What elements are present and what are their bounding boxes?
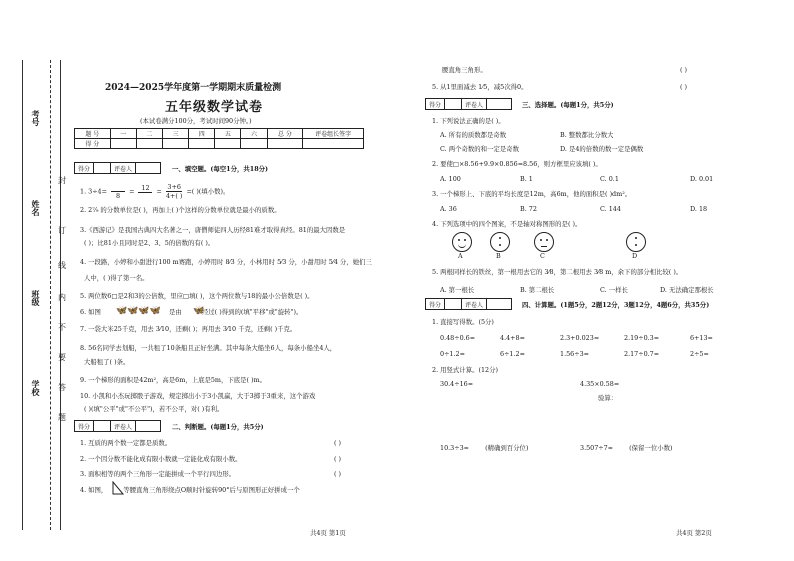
- section3-heading: 三、选择题。(每题1分，共5分): [522, 101, 614, 109]
- s1-q7: 7. 一袋大米25千克，用去 3⁄10，还剩( )；再用去 3⁄10 千克，还剩( )千克。: [80, 325, 297, 333]
- s2-q2-answer[interactable]: ( ): [334, 455, 342, 463]
- s3-q2-opt-b[interactable]: B. 1: [520, 175, 533, 183]
- s3-q5-opt-a[interactable]: A. 第一根长: [440, 286, 475, 294]
- s2-q2: 2. 一个因分数不能化成有限小数就一定能化成有限小数。: [80, 455, 242, 463]
- s4-calc-cell[interactable]: 2.19÷0.3=: [624, 334, 660, 342]
- scorebox-grader-label: 评卷人: [111, 163, 136, 174]
- section4-scorebox: [425, 298, 512, 310]
- s4-calc4-note: (保留一位小数): [629, 444, 673, 452]
- binding-dash-line: [50, 60, 51, 530]
- scorebox-grader-label: 评卷人: [462, 99, 487, 110]
- exam-title: 2024—2025学年度第一学期期末质量检测: [105, 83, 282, 93]
- section1-scorebox: [74, 162, 161, 174]
- scorebox-entry[interactable]: [487, 299, 512, 310]
- s1-q8-a: 8. 56名同学去划船，一共租了10条船且正好坐满。其中每条大船坐6人，每条小船坐4人，: [80, 344, 337, 352]
- score-table-cell: 三: [163, 129, 189, 139]
- score-entry-cell[interactable]: [215, 139, 241, 149]
- s3-q1-opt-a[interactable]: A. 所有的质数都是奇数: [440, 131, 507, 139]
- binding-label-class: 班级: [31, 290, 40, 306]
- score-table: [74, 128, 364, 149]
- score-entry-cell[interactable]: [189, 139, 215, 149]
- s3-q5-opt-c[interactable]: C. 一样长: [600, 286, 628, 294]
- section4-heading: 四、计算题。(1题5分，2题12分，3题12分，4题6分，共35分): [522, 301, 710, 309]
- score-entry-cell[interactable]: [241, 139, 267, 149]
- s1-q6: [80, 308, 302, 316]
- s1-q1-eq: =: [156, 187, 162, 196]
- s4-vertical-calc-1[interactable]: 30.4÷16=: [440, 380, 474, 388]
- face-d-icon: [626, 232, 646, 252]
- scorebox-entry[interactable]: [487, 99, 512, 110]
- s1-q1-tail: =( )(填小数)。: [186, 187, 230, 196]
- s4-calc-cell[interactable]: 2.3+0.023=: [560, 334, 600, 342]
- butterfly-icon: 🦋: [193, 306, 205, 316]
- s1-q4-b: 人中，( )得了第一名。: [84, 274, 149, 282]
- s4-q2: 2. 用竖式计算。(12分): [432, 366, 498, 374]
- s4-calc4-expr: 3.507÷7≈: [580, 444, 614, 452]
- score-table-cell: 总 分: [267, 129, 303, 139]
- s3-q1-opt-d[interactable]: D. 是4的倍数的数一定是偶数: [560, 145, 644, 153]
- s1-q9: 9. 一个梯形的面积是42m²，高是6m，上底是5m，下底是( )m。: [80, 376, 267, 384]
- s4-vertical-calc-2[interactable]: 4.35×0.58=: [580, 380, 620, 388]
- binding-word: 订: [58, 226, 66, 235]
- s1-q1-frac3: $\frac{3+6}{4+( )}$: [165, 183, 183, 200]
- scorebox-entry[interactable]: [445, 99, 462, 110]
- s4-calc-cell[interactable]: 4.4+8=: [500, 334, 525, 342]
- binding-label-school: 学校: [31, 380, 40, 396]
- s3-q5-opt-d[interactable]: D. 无法确定那根长: [660, 286, 714, 294]
- score-table-cell: 题 号: [75, 129, 111, 139]
- score-entry-cell[interactable]: [163, 139, 189, 149]
- section2-scorebox: [74, 420, 161, 432]
- score-table-cell: 六: [241, 129, 267, 139]
- s1-q1-eq: =: [129, 187, 135, 196]
- s4-calc3-note: (精确到百分位): [485, 444, 529, 452]
- s3-q3: 3. 一个梯形上、下底的平均长度是12m，高6m，他的面积是( )dm²。: [432, 190, 632, 198]
- s3-q1-opt-c[interactable]: C. 两个奇数的和一定是奇数: [440, 145, 520, 153]
- binding-line-outer: [22, 60, 23, 530]
- footer-left: 共4页 第1页: [310, 529, 346, 537]
- binding-word: 不: [58, 323, 66, 332]
- score-table-cell: 二: [136, 129, 162, 139]
- scorebox-score-label: 得分: [426, 299, 445, 310]
- s1-q6-text-b: 是由: [169, 308, 182, 316]
- s1-q10-a: 10. 小凯和小杰玩掷骰子游戏，规定掷出小于3小凯赢，大于3掷于3重来，这个游戏: [80, 392, 316, 400]
- s1-q1-frac1: 8: [111, 184, 125, 200]
- scorebox-grader-label: 评卷人: [111, 421, 136, 432]
- s2-q3: 3. 面积相等的两个三角形一定能拼成一个平行四边形。: [80, 470, 236, 478]
- binding-word: 封: [58, 176, 66, 185]
- s1-q5: 5. 两位数6□是2和3的公倍数，里应□填( )，这个两位数与18的最小公倍数是( )。: [80, 292, 314, 300]
- s4-calc3-expr: 10.3÷3≈: [440, 444, 470, 452]
- s1-q6-text-a: 6. 如图: [80, 308, 101, 316]
- triangle-figure-icon: [112, 481, 124, 495]
- score-entry-cell[interactable]: [303, 139, 364, 149]
- footer-right: 共4页 第2页: [676, 529, 712, 537]
- butterfly-pattern-icon: 🦋🦋🦋🦋: [116, 306, 161, 316]
- binding-margin: [0, 0, 72, 561]
- section3-scorebox: [425, 98, 512, 110]
- s4-calc-cell[interactable]: 6÷1.2=: [500, 350, 525, 358]
- binding-label-name: 姓名: [31, 200, 40, 216]
- face-label-c[interactable]: C: [540, 252, 545, 260]
- score-entry-cell[interactable]: [110, 139, 136, 149]
- binding-word: 要: [58, 353, 66, 362]
- face-label-d[interactable]: D: [632, 252, 638, 260]
- s3-q5-opt-b[interactable]: B. 第二根长: [520, 286, 555, 294]
- s3-q2-opt-c[interactable]: C. 0.1: [600, 175, 619, 183]
- score-table-header-row: [75, 129, 364, 139]
- s2-q5-answer[interactable]: ( ): [680, 83, 688, 91]
- s1-q2: 2. 2⁷⁄₉ 的分数单位是( )，再加上( )个这样的分数单位就是最小的质数。: [80, 206, 281, 214]
- score-table-cell: 一: [110, 129, 136, 139]
- s4-calc-cell[interactable]: 6+13=: [690, 334, 713, 342]
- s2-q4-answer[interactable]: ( ): [680, 66, 688, 74]
- s3-q1-opt-b[interactable]: B. 整数都比分数大: [560, 131, 614, 139]
- s4-calc-cell[interactable]: 2÷5=: [690, 350, 709, 358]
- section2-heading: 二、判断题。(每题1分，共5分): [172, 423, 264, 431]
- binding-word: 线: [58, 261, 66, 270]
- s2-q5: 5. 从1里面减去 1⁄5，减5次得0。: [432, 83, 528, 91]
- s1-q1-frac2: 12: [138, 184, 152, 200]
- s3-q1: 1. 下列说法正确的是( )。: [432, 117, 505, 125]
- s2-q3-answer[interactable]: ( ): [334, 470, 342, 478]
- s3-q2-opt-a[interactable]: A. 100: [440, 175, 461, 183]
- section1-heading: 一、填空题。(每空1分，共18分): [172, 165, 269, 173]
- s1-q3-b: ( )；比81小且同时是2、3、5的倍数的有( )。: [84, 239, 215, 247]
- s2-q4-text-a: 4. 如图，: [80, 486, 108, 494]
- s3-q4: 4. 下列选项中的四个图案，不是轴对称图形的是( )。: [432, 220, 582, 228]
- exam-note: (本试卷满分100分，考试时间90分钟。): [140, 117, 252, 125]
- s1-q10-b: ( )(填"公平"或"不公平")，若不公平，对( )有利。: [84, 405, 224, 413]
- s3-q2-opt-d[interactable]: D. 0.01: [690, 175, 714, 183]
- score-entry-cell[interactable]: [267, 139, 303, 149]
- scorebox-entry[interactable]: [94, 421, 111, 432]
- s1-q6-text-c: 经过( )得到的(填"平移"或"旋转")。: [201, 308, 303, 316]
- exam-subject: 五年级数学试卷: [165, 100, 264, 115]
- face-label-b[interactable]: B: [496, 252, 501, 260]
- score-table-score-row: [75, 139, 364, 149]
- s4-calc-cell[interactable]: 0÷1.2=: [440, 350, 465, 358]
- s2-q1: 1. 互质的两个数一定都是质数。: [80, 439, 172, 447]
- s3-q3-opt-b[interactable]: B. 72: [520, 205, 537, 213]
- s4-q1: 1. 直接写得数。(5分): [432, 318, 494, 326]
- scorebox-score-label: 得分: [426, 99, 445, 110]
- scorebox-score-label: 得分: [75, 163, 94, 174]
- face-c-icon: [534, 232, 554, 252]
- binding-word: 答: [58, 383, 66, 392]
- s3-q2: 2. 要使□×8.56+9.9×0.856=8.56，则方框里应该填( )。: [432, 160, 602, 168]
- s3-q3-opt-a[interactable]: A. 36: [440, 205, 457, 213]
- s2-q1-answer[interactable]: ( ): [334, 439, 342, 447]
- score-table-cell: 五: [215, 129, 241, 139]
- score-table-cell: 四: [189, 129, 215, 139]
- s2-q4-text-b: 等腰直角三角形绕点O顺时针旋转90°后与原图形正好拼成一个: [123, 486, 300, 494]
- score-table-cell: 得 分: [75, 139, 111, 149]
- face-b-icon: [490, 232, 510, 252]
- scorebox-entry[interactable]: [136, 163, 161, 174]
- face-label-a[interactable]: A: [458, 252, 463, 260]
- s1-q4-a: 4. 一段路，小婷和小甜进行100 m赛跑，小婷用时 8⁄3 分，小林用时 5⁄3 分，小甜用时 5⁄4 分，她们三: [80, 258, 372, 266]
- s4-vertical-calc-3[interactable]: [440, 444, 528, 452]
- s4-vertical-calc-4[interactable]: [580, 444, 673, 452]
- scorebox-score-label: 得分: [75, 421, 94, 432]
- smiley-face-a-icon: [452, 232, 472, 252]
- s1-q3-a: 3.《西游记》是我国古典四大名著之一，唐僧师徒四人历经81难才取得真经。81的最大因数是: [80, 226, 346, 234]
- scorebox-entry[interactable]: [94, 163, 111, 174]
- s3-q3-opt-d[interactable]: D. 18: [690, 205, 708, 213]
- binding-word: 题: [58, 413, 66, 422]
- s1-q1-text: 1. 3÷4=: [80, 187, 107, 196]
- s1-q1: [80, 183, 229, 200]
- score-entry-cell[interactable]: [136, 139, 162, 149]
- s1-q8-b: 大船租了( )条。: [84, 358, 130, 366]
- s4-check-label: 验算：: [598, 394, 618, 402]
- s3-q3-opt-c[interactable]: C. 144: [600, 205, 621, 213]
- score-table-cell: 评卷组长签字: [303, 129, 364, 139]
- s3-q5: 5. 两根同样长的铁丝，第一根用去它的 3⁄8，第二根用去 3⁄8 m，余下的部分相比较( )。: [432, 268, 683, 276]
- binding-label-id: 考号: [31, 110, 40, 126]
- s4-calc-cell[interactable]: 2.17÷0.7=: [624, 350, 660, 358]
- binding-word: 内: [58, 293, 66, 302]
- scorebox-entry[interactable]: [136, 421, 161, 432]
- scorebox-entry[interactable]: [445, 299, 462, 310]
- s2-q4-c: 腰直角三角形。: [442, 66, 487, 74]
- scorebox-grader-label: 评卷人: [462, 299, 487, 310]
- s4-calc-cell[interactable]: 1.56÷3=: [560, 350, 590, 358]
- s4-calc-cell[interactable]: 0.48÷0.6=: [440, 334, 476, 342]
